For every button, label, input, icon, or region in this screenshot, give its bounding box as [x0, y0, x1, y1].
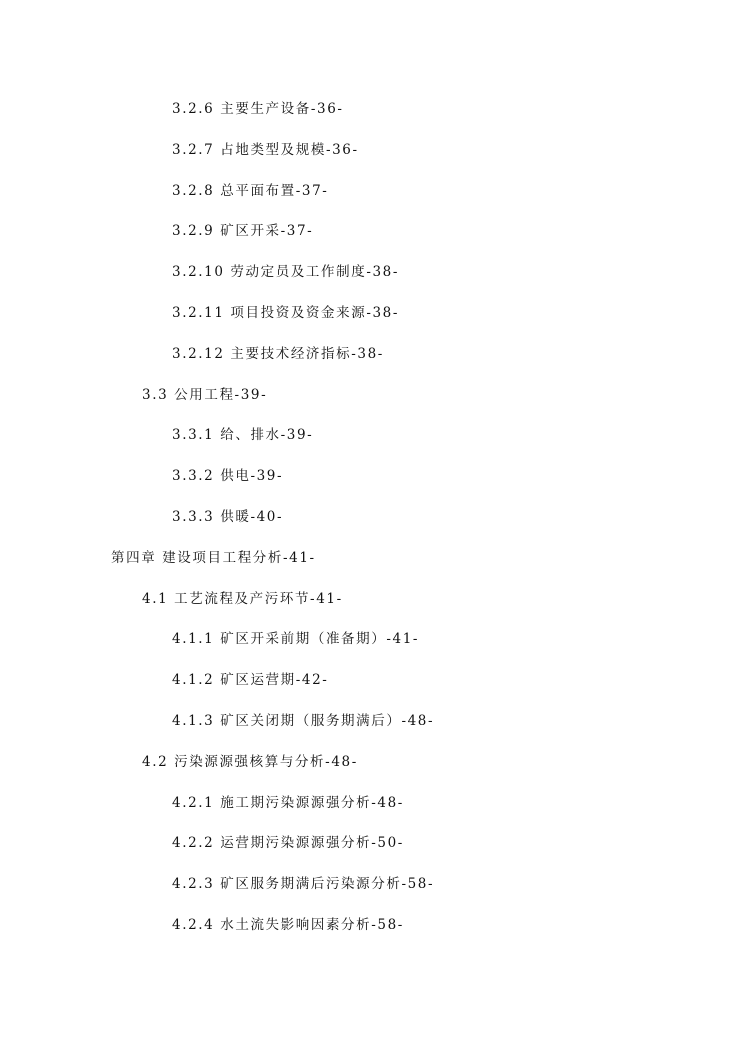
toc-entry[interactable]: 3.2.11 项目投资及资金来源-38-	[172, 305, 400, 321]
toc-entry[interactable]: 3.2.7 占地类型及规模-36-	[172, 142, 359, 158]
toc-entry[interactable]: 3.2.9 矿区开采-37-	[172, 223, 314, 239]
toc-entry[interactable]: 4.1 工艺流程及产污环节-41-	[142, 591, 343, 607]
toc-entry[interactable]: 4.1.3 矿区关闭期（服务期满后）-48-	[172, 713, 435, 729]
toc-entry[interactable]: 3.3.3 供暖-40-	[172, 509, 284, 525]
toc-entry[interactable]: 4.2.2 运营期污染源源强分析-50-	[172, 835, 404, 851]
toc-entry[interactable]: 3.2.8 总平面布置-37-	[172, 183, 329, 199]
toc-entry[interactable]: 4.1.1 矿区开采前期（准备期）-41-	[172, 631, 420, 647]
toc-entry[interactable]: 4.2.1 施工期污染源源强分析-48-	[172, 795, 404, 811]
toc-entry[interactable]: 3.2.6 主要生产设备-36-	[172, 101, 344, 117]
toc-entry[interactable]: 第四章 建设项目工程分析-41-	[111, 550, 316, 566]
toc-entry[interactable]: 4.2 污染源源强核算与分析-48-	[142, 754, 358, 770]
toc-entry[interactable]: 4.2.3 矿区服务期满后污染源分析-58-	[172, 876, 435, 892]
toc-entry[interactable]: 3.3 公用工程-39-	[142, 387, 268, 403]
toc-entry[interactable]: 3.3.1 给、排水-39-	[172, 427, 314, 443]
toc-entry[interactable]: 3.2.10 劳动定员及工作制度-38-	[172, 264, 400, 280]
toc-entry[interactable]: 3.3.2 供电-39-	[172, 468, 284, 484]
toc-entry[interactable]: 4.2.4 水土流失影响因素分析-58-	[172, 917, 404, 933]
toc-entry[interactable]: 4.1.2 矿区运营期-42-	[172, 672, 329, 688]
toc-entry[interactable]: 3.2.12 主要技术经济指标-38-	[172, 346, 384, 362]
